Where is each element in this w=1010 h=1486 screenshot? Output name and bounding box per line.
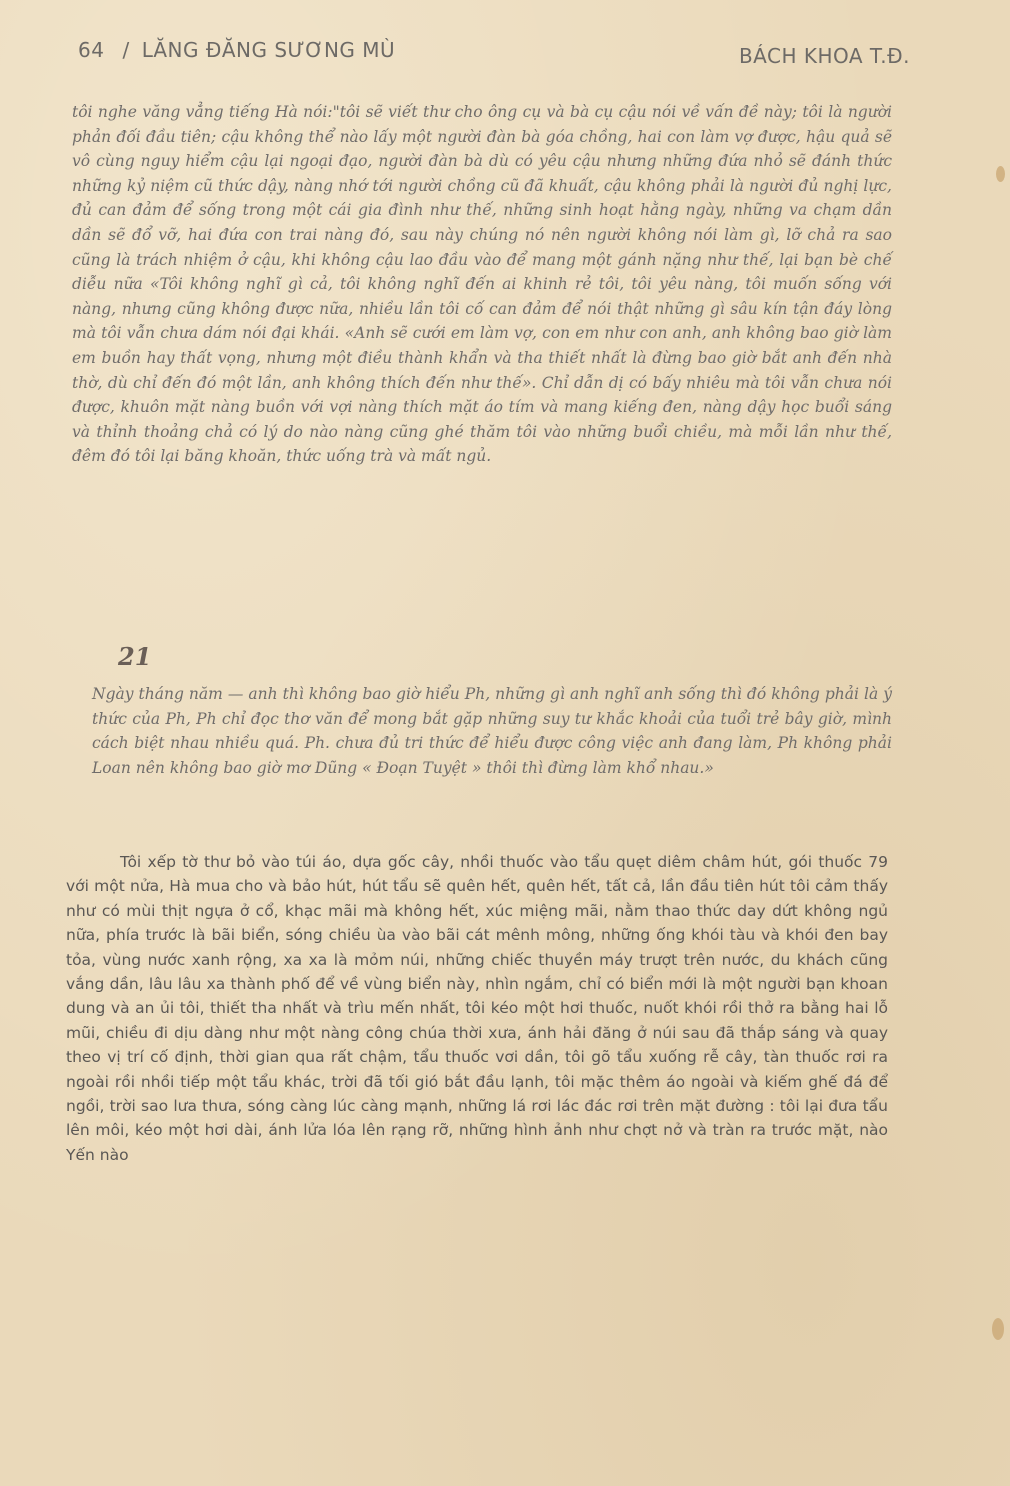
section-number: 21 xyxy=(118,642,152,671)
diary-paragraph: Ngày tháng năm — anh thì không bao giờ hiểu Ph, những gì anh nghĩ anh sống thì đó không phải là ý thức của Ph, Ph chỉ đọc thơ văn để mong bắt gặp những suy tư khắc khoải của tuổi trẻ bây giờ, mình cách biệt nhau nhiều quá. Ph. chưa đủ tri thức để hiểu được công việc anh đang làm, Ph không phải Loan nên không bao giờ mơ Dũng « Đoạn Tuyệt » thôi thì đừng làm khổ nhau.» xyxy=(92,685,892,777)
running-title: LĂNG ĐĂNG SƯƠNG MÙ xyxy=(141,38,396,62)
paper-stain xyxy=(996,166,1005,182)
header-separator: / xyxy=(122,38,130,62)
page-header xyxy=(78,38,910,68)
header-left xyxy=(78,38,395,62)
paper-stain xyxy=(992,1318,1004,1340)
letter-paragraph: tôi nghe văng vẳng tiếng Hà nói:"tôi sẽ viết thư cho ông cụ và bà cụ cậu nói về vấn đề này; tôi là người phản đối đầu tiên; cậu không thể nào lấy một người đàn bà góa chồng, hai con làm vợ được, hậu quả sẽ vô cùng nguy hiểm cậu lại ngoại đạo, người đàn bà dù có yêu cậu nhưng những đứa nhỏ sẽ đánh thức những kỷ niệm cũ thức dậy, nàng nhớ tới người chồng cũ đã khuất, cậu không phải là người đủ nghị lực, đủ can đảm để sống trong một cái gia đình như thế, những sinh hoạt hằng ngày, những va chạm dần dần sẽ đổ vỡ, hai đứa con trai nàng đó, sau này chúng nó nên người không nói làm gì, lỡ chả ra sao cũng là trách nhiệm ở cậu, khi không cậu lao đầu vào để mang một gánh nặng như thế, lại bạn bè chế diễu nữa «Tôi không nghĩ gì cả, tôi không nghĩ đến ai khinh rẻ tôi, tôi yêu nàng, tôi muốn sống với nàng, nhưng cũng không được nữa, nhiều lần tôi cố can đảm để nói thật những gì sâu kín tận đáy lòng mà tôi vẫn chưa dám nói đại khái. «Anh sẽ cưới em làm vợ, con em như con anh, anh không bao giờ làm em buồn hay thất vọng, nhưng một điều thành khẩn và tha thiết nhất là đừng bao giờ bắt anh đến nhà thờ, dù chỉ đến đó một lần, anh không thích đến như thế». Chỉ dẫn dị có bấy nhiêu mà tôi vẫn chưa nói được, khuôn mặt nàng buồn với vợi nàng thích mặt áo tím và mang kiếng đen, nàng dậy học buổi sáng và thỉnh thoảng chả có lý do nào nàng cũng ghé thăm tôi vào những buổi chiều, mà mỗi lần như thế, đêm đó tôi lại băng khoăn, thức uống trà và mất ngủ. xyxy=(72,103,892,466)
body-paragraph: Tôi xếp tờ thư bỏ vào túi áo, dựa gốc cây, nhồi thuốc vào tẩu quẹt diêm châm hút, gói thuốc 79 với một nửa, Hà mua cho và bảo hút, hút tẩu sẽ quên hết, quên hết, tất cả, lần đầu tiên hút tôi cảm thấy như có mùi thịt ngựa ở cổ, khạc mãi mà không hết, xúc miệng mãi, nằm thao thức day dứt không ngủ nữa, phía trước là bãi biển, sóng chiều ùa vào bãi cát mênh mông, những ống khói tàu và khói đen bay tỏa, vùng nước xanh rộng, xa xa là mỏm núi, những chiếc thuyền máy trượt trên nước, du khách cũng vắng dần, lâu lâu xa thành phố để về vùng biển này, nhìn ngắm, chỉ có biển mới là một người bạn khoan dung và an ủi tôi, thiết tha nhất và trìu mến nhất, tôi kéo một hơi thuốc, nuốt khói rồi thở ra bằng hai lỗ mũi, chiều đi dịu dàng như một nàng công chúa thời xưa, ánh hải đăng ở núi sau đã thắp sáng và quay theo vị trí cố định, thời gian qua rất chậm, tẩu thuốc vơi dần, tôi gõ tẩu xuống rễ cây, tàn thuốc rơi ra ngoài rồi nhồi tiếp một tẩu khác, trời đã tối gió bắt đầu lạnh, tôi mặc thêm áo ngoài và kiếm ghế đá để ngồi, trời sao lưa thưa, sóng càng lúc càng mạnh, những lá rơi lác đác rơi trên mặt đường : tôi lại đưa tẩu lên môi, kéo một hơi dài, ánh lửa lóa lên rạng rỡ, những hình ảnh như chợt nở và tràn ra trước mặt, nào Yến nào xyxy=(66,853,888,1164)
page-number: 64 xyxy=(78,38,105,62)
publication-name: BÁCH KHOA T.Đ. xyxy=(738,44,910,68)
